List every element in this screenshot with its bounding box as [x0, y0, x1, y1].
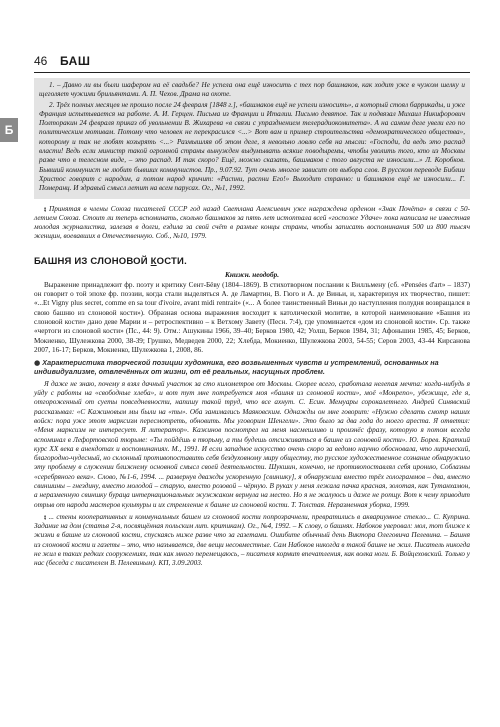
stat-mark-icon: ⨟ — [44, 512, 47, 521]
bullet-circle-icon: ● — [34, 358, 41, 368]
section-letter-tab: Б — [0, 118, 18, 142]
page-number: 46 — [34, 54, 48, 68]
page-content — [34, 78, 470, 569]
entry-style-label: Книжн. неодобр. — [224, 270, 279, 279]
entry-title-prefix: БАШНЯ ИЗ СЛОНОВОЙ — [34, 255, 151, 267]
entry-title-suffix: ОСТИ. — [156, 255, 187, 267]
stat-note-text: Принятая в члены Союза писателей СССР год назад Светлана Алексиевич уже награждена орденом «Знак Почёта» в связи с 50-летием Союза. Стоит ли теперь вспоминать, сколько башмаков за пять лет истоптала всей «госпоже Удаче» пока написала не известная молодая журналистка, залезая в долги, ездила за свой счёт в разные концы страны, чтобы записать воспоминания 500 из 800 тысяч женщин, воевавших в Отечественную. Соб., №10, 1979. — [34, 204, 471, 241]
origin-text: Выражение принадлежит фр. поэту и критику Сент-Бёву (1804–1869). В стихотворном послании к Вилльмену (сб. «Pensées d'art» – 1837) он говорит о той эпохе фр. поэзии, когда стали выделяться А. де Ламартин, В. Гюго и А. де Виньи, и, характеризуя их творчество, пишет: «...Et Vigny plus secret, comme en sa tour d'ivoire, avant midi rentrait» («... А более таинственный Виньи до наступления полудня возвращался в свою башню из слоновой кости»). Образная основа выражения восходит к католической молитве, в которой наименование «Башня из слоновой кости» дано деве Марии и – ретроспективно – к Ветхому Завету (Песн. 7:4), где упоминается «дом из слоновой кости». Ср. также «чертоги из слоновой кости» (Пс., 44: 9). Отм.: Ашукины 1966, 39–40; Берков 1980, 42; Уолш, Берков 1984, 31; Афоньшин 1985, 45; Берков, Мокиенко, Шулежкова 2000, 38-39; Грушко, Медведев 2000, 22; Хлебда, Мокиенко, Шулежкова 2003, 54-55; Серов 2003, 43-44 Кирсанова 2007, 16-17; Берков, Мокиенко, Шулежкова 1, 2008, 86. — [34, 280, 470, 354]
page-header — [34, 54, 470, 73]
quotes-block-1 — [34, 380, 470, 510]
entry-origin — [34, 281, 470, 355]
citations-block — [34, 78, 470, 199]
entry-title-stress: К — [150, 255, 157, 267]
running-head: БАШ — [60, 54, 91, 68]
quotes-text-1: Я даже не знаю, почему я взял дачный участок за сто километров от Москвы. Скорее всего, сработала нелепая мечта: когда-нибудь я уйду с работы на «свободные хлеба», и вот тут мне потребуется моя «башня из слоновой кости», моё «Монрепо», убежище, где я, отгороженный от суеты повседневности, напишу такой труд, что все ахнут. С. Есин. Мемуары сорокалетнего. Андрей Синявский рассказывал: «С Кажиновым мы были на «ты». Оба занимались Маяковским. Однажды он мне говорит: «Нужно сделать смотр наших войск: пора уже этот марксизм пересмотреть, обновить. Мы уговорим Шенгели». Это было за два года до моего ареста. Я ответил: «Меня марксизм не интересует. Я литератор». Кажинов посмотрел на меня насмешливо и произнёс фразу, которую я потом всегда вспоминал в Лефортовской тюрьме: «Ты пойдёшь в тюрьму, а ты будешь отсиживаться в башне из слоновой кости». Ю. Борев. Краткий курс ХХ века в анекдотах и воспоминаниях. М., 1991. И если западное искусство очень скоро за ведомо научно обосновала, что лирический, благородно-чудесный, но склонный противопоставить себя бездуховному миру обществу, то русское художественное сознание обнаружило эту проблему в служении ближнему основной смысл своей деятельности. Шукшин, конечно, не противопоставлял себя иронию, Соблазны «серебряного века». Слово, №1-6, 1994. ... развернув дважды ускоренную [свиншку], я обнаружила вместо трёх голограммов – два, вместо свиншины – гнездину, вместо молодой – старую, вместо розовой – чёрную. В руках у меня лежала пачка красная, золотая, как Тутанхамон, а неразменную свиншку бураца интернациональных жужжаком вернула на место. Но я не жалуюсь и даже не ропщу. Вот к чему приводит отрыв от народа мастеров культуры и их стремление к башне из слоновой кости. Т. Толстая. Неразменная уборка, 1999. — [34, 379, 470, 509]
quotes-block-2 — [34, 513, 470, 569]
quotes-text-2: ... стены кооперативных и коммунальных башен из слоновой кости попрозрачнели, превратились в аквариумное стекло... С. Куприна. Задание на дом (статья 2-я, посвящённая польским лит. критикам). Ог., №4, 1992. – К слову, о башнях. Набоков уверовал: мол, тот ближе к жизни в башне из слоновой кости, спускаясь ниже разве что за газетами. Ошибите обычный день Виктора Олеговича Пелевина. – Башня из слоновой кости и газеты – это, что называется, две вещи несовместные. Сам Набоков никогда в такой башне не жил. Писатель никогда не жил в таких редких сооружениях, так как много перемещаюсь, – писателя кормит впечатления, как волка ноги. Б. Войцеховский. Только у нас (беседа с писателем В. Пелевиным). КП, 3.09.2003. — [34, 512, 470, 568]
entry-title — [34, 256, 470, 267]
citation-2: 2. Трёх полных месяцев не прошло после 24 февраля [1848 г.], «башмаков ещё не успели износить», а который стоял баррикады, и уже Франция испытывается на работе. А. И. Герцен. Письма из Франции и Италии. Письмо девятое. Так и подвязал Михаил Никифорович Полторакин 24 февраля приказ об увольнении В. Жихарева «в связи с упразднением телерадиокомитета». А на самом деле увели его по политическим мотивам. Потому что человек не перекрасился <...> Вот вам и пример строительства «демократического общества», которому и так не любят козырять <...> Размышляя об этом деле, я невольно ловлю себя на мысли: «Господи, да ведь это распад власти! Ведь если министр такой огромной страны вынужден выдумывать всякие поводыремы, чтобы уволить того, кто из Москвы разве что в телесном виде, – это распад. И так скоро? Ещё, можно сказать, башмаков с того августа не износили...» Л. Коробков. Бывший коммунист не любит бывших коммунистов. Пр., 9.07.92. Тут очень многое зависит от выбора слов. В русском переводе Библии Христос говорит с народом, а потом народ кричит: «Распни, распни Его!» Выходит странно: и башмаков ещё не износили... Г. Померанц. И здравый смысл летит на всем парусах. Ог., №1, 1992. — [39, 100, 465, 193]
stat-mark-icon: ⨟ — [44, 204, 47, 213]
entry-definition — [34, 358, 470, 377]
stat-note-block — [34, 205, 470, 242]
definition-text: Характеристика творческой позиции художника, его возвышенных чувств и устремлений, основанных на индивидуализме, отвлечённых от жизни, от её реальных, насущных проблем. — [34, 358, 439, 377]
citation-1: 1. – Давно ли вы были шафером на её свадьбе? Не успела она ещё износить с тех пор башмаков, как ходит уже в чужом шелку и щеголяет чужими брильянтами. А. П. Чехов. Драма на охоте. — [39, 81, 465, 99]
